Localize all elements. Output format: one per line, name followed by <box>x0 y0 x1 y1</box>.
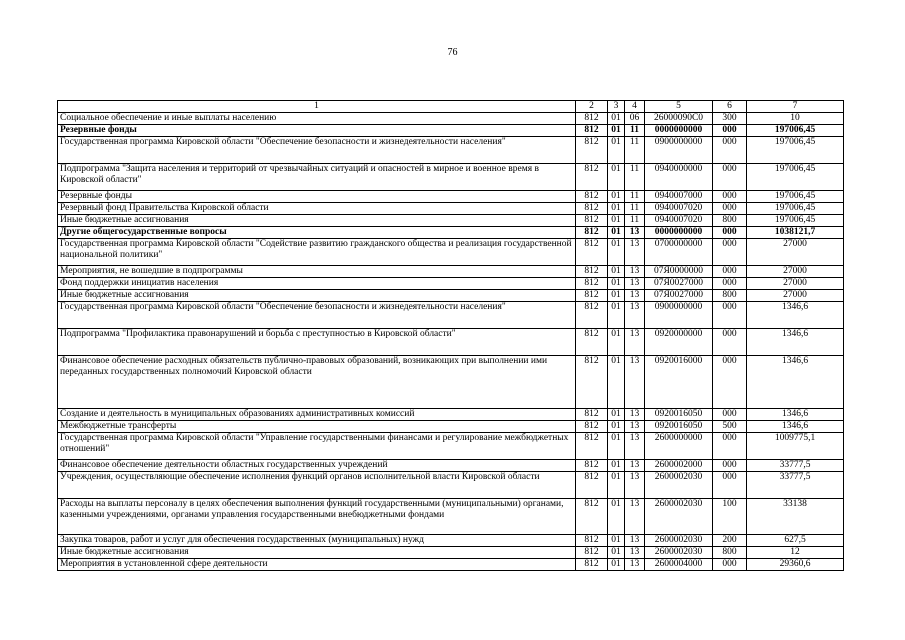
expense-type-cell: 500 <box>713 421 747 433</box>
amount-cell: 29360,6 <box>747 559 844 571</box>
ministry-code-cell: 812 <box>576 278 608 290</box>
row-name-cell: Иные бюджетные ассигнования <box>58 215 576 227</box>
row-name-cell: Государственная программа Кировской области "Содействие развитию гражданского общества и реализация государственной национальной политики" <box>58 239 576 266</box>
section-cell: 01 <box>608 191 625 203</box>
expense-type-cell: 000 <box>713 227 747 239</box>
amount-cell: 33138 <box>747 499 844 535</box>
subsection-cell: 13 <box>625 278 645 290</box>
table-row <box>58 203 844 215</box>
amount-cell: 1346,6 <box>747 329 844 356</box>
section-cell: 01 <box>608 290 625 302</box>
section-cell: 01 <box>608 356 625 409</box>
expense-type-cell: 800 <box>713 547 747 559</box>
expense-type-cell: 000 <box>713 472 747 499</box>
table-row <box>58 433 844 460</box>
ministry-code-cell: 812 <box>576 266 608 278</box>
target-article-cell: 2600002030 <box>645 547 713 559</box>
target-article-cell: 0940007020 <box>645 215 713 227</box>
header-cell-6: 6 <box>713 101 747 113</box>
amount-cell: 27000 <box>747 266 844 278</box>
section-cell: 01 <box>608 125 625 137</box>
ministry-code-cell: 812 <box>576 421 608 433</box>
target-article-cell: 0000000000 <box>645 227 713 239</box>
subsection-cell: 13 <box>625 535 645 547</box>
amount-cell: 197006,45 <box>747 125 844 137</box>
row-name-cell: Государственная программа Кировской области "Управление государственными финансами и регулирование межбюджетных отношений" <box>58 433 576 460</box>
ministry-code-cell: 812 <box>576 137 608 164</box>
table-row <box>58 409 844 421</box>
subsection-cell: 11 <box>625 203 645 215</box>
table-row <box>58 215 844 227</box>
ministry-code-cell: 812 <box>576 356 608 409</box>
target-article-cell: 0940007020 <box>645 203 713 215</box>
table-row <box>58 535 844 547</box>
header-cell-4: 4 <box>625 101 645 113</box>
subsection-cell: 13 <box>625 421 645 433</box>
amount-cell: 1038121,7 <box>747 227 844 239</box>
amount-cell: 197006,45 <box>747 191 844 203</box>
section-cell: 01 <box>608 460 625 472</box>
amount-cell: 627,5 <box>747 535 844 547</box>
header-cell-1: 1 <box>58 101 576 113</box>
table-row <box>58 302 844 329</box>
table-row <box>58 472 844 499</box>
amount-cell: 197006,45 <box>747 164 844 191</box>
target-article-cell: 0940007000 <box>645 191 713 203</box>
target-article-cell: 0920016050 <box>645 409 713 421</box>
target-article-cell: 0700000000 <box>645 239 713 266</box>
ministry-code-cell: 812 <box>576 164 608 191</box>
subsection-cell: 13 <box>625 472 645 499</box>
target-article-cell: 0920016050 <box>645 421 713 433</box>
subsection-cell: 13 <box>625 547 645 559</box>
row-name-cell: Закупка товаров, работ и услуг для обеспечения государственных (муниципальных) нужд <box>58 535 576 547</box>
table-row <box>58 421 844 433</box>
ministry-code-cell: 812 <box>576 302 608 329</box>
table-row <box>58 559 844 571</box>
table-row <box>58 499 844 535</box>
target-article-cell: 26000090C0 <box>645 113 713 125</box>
ministry-code-cell: 812 <box>576 535 608 547</box>
ministry-code-cell: 812 <box>576 559 608 571</box>
expense-type-cell: 100 <box>713 499 747 535</box>
expense-type-cell: 000 <box>713 460 747 472</box>
section-cell: 01 <box>608 547 625 559</box>
row-name-cell: Подпрограмма "Профилактика правонарушений и борьба с преступностью в Кировской области" <box>58 329 576 356</box>
row-name-cell: Иные бюджетные ассигнования <box>58 290 576 302</box>
table-row <box>58 356 844 409</box>
expense-type-cell: 000 <box>713 278 747 290</box>
subsection-cell: 13 <box>625 460 645 472</box>
expense-type-cell: 000 <box>713 191 747 203</box>
expense-type-cell: 000 <box>713 266 747 278</box>
header-row <box>58 101 844 113</box>
section-cell: 01 <box>608 164 625 191</box>
target-article-cell: 2600002030 <box>645 535 713 547</box>
target-article-cell: 2600000000 <box>645 433 713 460</box>
section-cell: 01 <box>608 409 625 421</box>
expense-type-cell: 000 <box>713 302 747 329</box>
table-row <box>58 227 844 239</box>
subsection-cell: 11 <box>625 137 645 164</box>
budget-table <box>57 100 844 571</box>
subsection-cell: 13 <box>625 227 645 239</box>
section-cell: 01 <box>608 137 625 164</box>
expense-type-cell: 000 <box>713 433 747 460</box>
row-name-cell: Учреждения, осуществляющие обеспечение исполнения функций органов исполнительной власти Кировской области <box>58 472 576 499</box>
subsection-cell: 11 <box>625 215 645 227</box>
ministry-code-cell: 812 <box>576 329 608 356</box>
ministry-code-cell: 812 <box>576 472 608 499</box>
table-row <box>58 460 844 472</box>
expense-type-cell: 000 <box>713 137 747 164</box>
section-cell: 01 <box>608 329 625 356</box>
section-cell: 01 <box>608 302 625 329</box>
table-row <box>58 266 844 278</box>
subsection-cell: 13 <box>625 559 645 571</box>
ministry-code-cell: 812 <box>576 191 608 203</box>
section-cell: 01 <box>608 278 625 290</box>
section-cell: 01 <box>608 266 625 278</box>
row-name-cell: Резервные фонды <box>58 125 576 137</box>
expense-type-cell: 000 <box>713 125 747 137</box>
row-name-cell: Резервный фонд Правительства Кировской области <box>58 203 576 215</box>
target-article-cell: 0900000000 <box>645 302 713 329</box>
target-article-cell: 0000000000 <box>645 125 713 137</box>
amount-cell: 1346,6 <box>747 409 844 421</box>
table-row <box>58 191 844 203</box>
row-name-cell: Финансовое обеспечение расходных обязательств публично-правовых образований, возникающих при выполнении ими переданных государственных полномочий Кировской области <box>58 356 576 409</box>
section-cell: 01 <box>608 113 625 125</box>
amount-cell: 197006,45 <box>747 137 844 164</box>
section-cell: 01 <box>608 433 625 460</box>
amount-cell: 27000 <box>747 278 844 290</box>
row-name-cell: Государственная программа Кировской области "Обеспечение безопасности и жизнедеятельности населения" <box>58 137 576 164</box>
target-article-cell: 0920000000 <box>645 329 713 356</box>
ministry-code-cell: 812 <box>576 215 608 227</box>
subsection-cell: 13 <box>625 329 645 356</box>
expense-type-cell: 000 <box>713 329 747 356</box>
ministry-code-cell: 812 <box>576 125 608 137</box>
amount-cell: 1346,6 <box>747 421 844 433</box>
expense-type-cell: 000 <box>713 559 747 571</box>
section-cell: 01 <box>608 239 625 266</box>
section-cell: 01 <box>608 203 625 215</box>
section-cell: 01 <box>608 215 625 227</box>
expense-type-cell: 200 <box>713 535 747 547</box>
row-name-cell: Мероприятия, не вошедшие в подпрограммы <box>58 266 576 278</box>
ministry-code-cell: 812 <box>576 499 608 535</box>
amount-cell: 1346,6 <box>747 302 844 329</box>
section-cell: 01 <box>608 499 625 535</box>
target-article-cell: 0940000000 <box>645 164 713 191</box>
target-article-cell: 07Я0000000 <box>645 266 713 278</box>
amount-cell: 1009775,1 <box>747 433 844 460</box>
table-row <box>58 239 844 266</box>
subsection-cell: 11 <box>625 164 645 191</box>
subsection-cell: 13 <box>625 356 645 409</box>
row-name-cell: Резервные фонды <box>58 191 576 203</box>
row-name-cell: Фонд поддержки инициатив населения <box>58 278 576 290</box>
row-name-cell: Другие общегосударственные вопросы <box>58 227 576 239</box>
target-article-cell: 2600002000 <box>645 460 713 472</box>
target-article-cell: 2600004000 <box>645 559 713 571</box>
table-row <box>58 164 844 191</box>
amount-cell: 197006,45 <box>747 203 844 215</box>
section-cell: 01 <box>608 421 625 433</box>
row-name-cell: Создание и деятельность в муниципальных образованиях административных комиссий <box>58 409 576 421</box>
expense-type-cell: 000 <box>713 203 747 215</box>
section-cell: 01 <box>608 227 625 239</box>
expense-type-cell: 000 <box>713 164 747 191</box>
expense-type-cell: 800 <box>713 290 747 302</box>
header-cell-3: 3 <box>608 101 625 113</box>
amount-cell: 27000 <box>747 290 844 302</box>
subsection-cell: 11 <box>625 191 645 203</box>
expense-type-cell: 000 <box>713 356 747 409</box>
amount-cell: 12 <box>747 547 844 559</box>
row-name-cell: Иные бюджетные ассигнования <box>58 547 576 559</box>
expense-type-cell: 300 <box>713 113 747 125</box>
header-cell-5: 5 <box>645 101 713 113</box>
target-article-cell: 07Я0027000 <box>645 290 713 302</box>
subsection-cell: 13 <box>625 433 645 460</box>
row-name-cell: Межбюджетные трансферты <box>58 421 576 433</box>
subsection-cell: 13 <box>625 302 645 329</box>
header-cell-2: 2 <box>576 101 608 113</box>
row-name-cell: Расходы на выплаты персоналу в целях обеспечения выполнения функций государственными (муниципальными) органами, казенными учреждениями, органами управления государственными внебюджетными фондами <box>58 499 576 535</box>
table-row <box>58 137 844 164</box>
ministry-code-cell: 812 <box>576 113 608 125</box>
expense-type-cell: 000 <box>713 239 747 266</box>
subsection-cell: 13 <box>625 409 645 421</box>
ministry-code-cell: 812 <box>576 433 608 460</box>
row-name-cell: Социальное обеспечение и иные выплаты населению <box>58 113 576 125</box>
amount-cell: 33777,5 <box>747 460 844 472</box>
ministry-code-cell: 812 <box>576 203 608 215</box>
section-cell: 01 <box>608 535 625 547</box>
ministry-code-cell: 812 <box>576 239 608 266</box>
section-cell: 01 <box>608 559 625 571</box>
subsection-cell: 06 <box>625 113 645 125</box>
subsection-cell: 13 <box>625 239 645 266</box>
row-name-cell: Мероприятия в установленной сфере деятельности <box>58 559 576 571</box>
subsection-cell: 13 <box>625 266 645 278</box>
expense-type-cell: 000 <box>713 409 747 421</box>
table-row <box>58 547 844 559</box>
expense-type-cell: 800 <box>713 215 747 227</box>
subsection-cell: 13 <box>625 499 645 535</box>
amount-cell: 1346,6 <box>747 356 844 409</box>
page-number: 76 <box>447 47 458 58</box>
row-name-cell: Государственная программа Кировской области "Обеспечение безопасности и жизнедеятельности населения" <box>58 302 576 329</box>
table-row <box>58 290 844 302</box>
subsection-cell: 11 <box>625 125 645 137</box>
target-article-cell: 2600002030 <box>645 499 713 535</box>
amount-cell: 33777,5 <box>747 472 844 499</box>
table-row <box>58 329 844 356</box>
header-cell-7: 7 <box>747 101 844 113</box>
ministry-code-cell: 812 <box>576 409 608 421</box>
section-cell: 01 <box>608 472 625 499</box>
target-article-cell: 07Я0027000 <box>645 278 713 290</box>
row-name-cell: Финансовое обеспечение деятельности областных государственных учреждений <box>58 460 576 472</box>
table-row <box>58 113 844 125</box>
table-row <box>58 125 844 137</box>
subsection-cell: 13 <box>625 290 645 302</box>
target-article-cell: 0920016000 <box>645 356 713 409</box>
target-article-cell: 0900000000 <box>645 137 713 164</box>
target-article-cell: 2600002030 <box>645 472 713 499</box>
amount-cell: 10 <box>747 113 844 125</box>
table-row <box>58 278 844 290</box>
ministry-code-cell: 812 <box>576 460 608 472</box>
ministry-code-cell: 812 <box>576 547 608 559</box>
amount-cell: 197006,45 <box>747 215 844 227</box>
ministry-code-cell: 812 <box>576 227 608 239</box>
ministry-code-cell: 812 <box>576 290 608 302</box>
amount-cell: 27000 <box>747 239 844 266</box>
row-name-cell: Подпрограмма "Защита населения и территорий от чрезвычайных ситуаций и опасностей в мирное и военное время в Кировской области" <box>58 164 576 191</box>
